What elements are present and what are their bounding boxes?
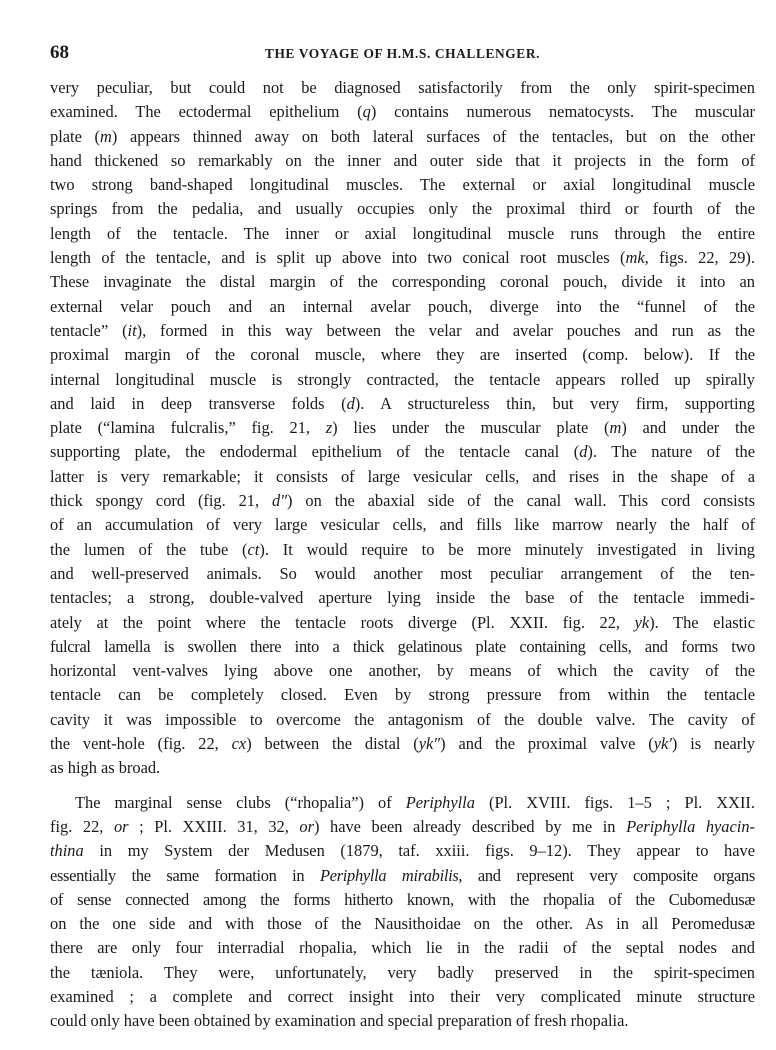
text-line: the tæniola. They were, unfortunately, very badly preserved in the spirit-specimen	[50, 962, 755, 982]
text-line: external velar pouch and an internal avelar pouch, diverge into the “funnel of the	[50, 296, 755, 316]
text-line: the vent-hole (fig. 22, cx) between the distal (yk″) and the proximal valve (yk′) is nearly	[50, 734, 755, 754]
text-line: the lumen of the tube (ct). It would require to be more minutely investigated in living	[50, 539, 755, 559]
text-line: supporting plate, the endodermal epithelium of the tentacle canal (d). The nature of the	[50, 442, 756, 462]
text-line: tentacles; a strong, double-valved aperture lying inside the base of the tentacle immedi-	[50, 588, 755, 608]
running-title: THE VOYAGE OF H.M.S. CHALLENGER.	[264, 46, 541, 61]
text-line: of an accumulation of very large vesicular cells, and fills like marrow nearly the half of	[50, 515, 755, 535]
text-line: examined ; a complete and correct insight into their very complicated minute structure	[50, 986, 755, 1006]
text-line: length of the tentacle, and is split up above into two conical root muscles (mk, figs. 22, 29).	[50, 248, 755, 268]
text-line: proximal margin of the coronal muscle, where they are inserted (comp. below). If the	[50, 345, 755, 365]
text-line: fig. 22, or ; Pl. XXIII. 31, 32, or) have been already described by me in Periphylla hyacin-	[50, 816, 755, 836]
text-line: ately at the point where the tentacle roots diverge (Pl. XXII. fig. 22, yk). The elastic	[50, 612, 756, 632]
text-line: examined. The ectodermal epithelium (q) contains numerous nematocysts. The muscular	[50, 102, 755, 122]
text-line: of sense connected among the forms hitherto known, with the rhopalia of the Cubomedusæ	[50, 889, 755, 909]
text-line: latter is very remarkable; it consists of large vesicular cells, and rises in the shape of a	[50, 466, 755, 486]
text-line: thick spongy cord (fig. 21, d″) on the abaxial side of the canal wall. This cord consists	[50, 491, 755, 511]
text-line: essentially the same formation in Periphylla mirabilis, and represent very composite organs	[50, 865, 755, 885]
text-line: and well-preserved animals. So would another most peculiar arrangement of the ten-	[50, 563, 755, 583]
page-number: 68	[50, 42, 69, 63]
text-line: horizontal vent-valves lying above one another, by means of which the cavity of the	[50, 661, 755, 681]
text-line: thina in my System der Medusen (1879, taf. xxiii. figs. 9–12). They appear to have	[50, 841, 755, 861]
text-line: could only have been obtained by examination and special preparation of fresh rhopalia.	[50, 1011, 629, 1031]
text-line: plate (“lamina fulcralis,” fig. 21, z) lies under the muscular plate (m) and under the	[50, 418, 755, 438]
text-line: These invaginate the distal margin of the corresponding coronal pouch, divide it into an	[50, 272, 755, 292]
text-line: as high as broad.	[50, 758, 161, 778]
text-line: length of the tentacle. The inner or axial longitudinal muscle runs through the entire	[50, 223, 755, 243]
text-line: The marginal sense clubs (“rhopalia”) of Periphylla (Pl. XVIII. figs. 1–5 ; Pl. XXII.	[75, 792, 755, 812]
page-header	[50, 38, 755, 68]
text-line: tentacle can be completely closed. Even by strong pressure from within the tentacle	[50, 685, 755, 705]
text-line: and laid in deep transverse folds (d). A structureless thin, but very firm, supporting	[50, 393, 756, 413]
text-line: hand thickened so remarkably on the inner and outer side that it projects in the form of	[50, 150, 755, 170]
text-line: internal longitudinal muscle is strongly contracted, the tentacle appears rolled up spirally	[50, 369, 755, 389]
text-line: cavity it was impossible to overcome the antagonism of the double valve. The cavity of	[50, 709, 755, 729]
text-line: fulcral lamella is swollen there into a thick gelatinous plate containing cells, and forms two	[50, 636, 755, 656]
text-line: on the one side and with those of the Nausithoidae on the other. As in all Peromedusæ	[50, 914, 755, 934]
text-line: there are only four interradial rhopalia, which lie in the radii of the septal nodes and	[50, 938, 755, 958]
text-line: tentacle” (it), formed in this way between the velar and avelar pouches and run as the	[50, 320, 755, 340]
text-line: very peculiar, but could not be diagnosed satisfactorily from the only spirit-specimen	[50, 78, 755, 97]
text-line: two strong band-shaped longitudinal muscles. The external or axial longitudinal muscle	[50, 175, 755, 195]
text-line: springs from the pedalia, and usually occupies only the proximal third or fourth of the	[50, 199, 755, 219]
text-line: plate (m) appears thinned away on both lateral surfaces of the tentacles, but on the other	[50, 126, 755, 146]
body-text	[50, 76, 755, 1034]
document-page	[50, 38, 755, 1034]
